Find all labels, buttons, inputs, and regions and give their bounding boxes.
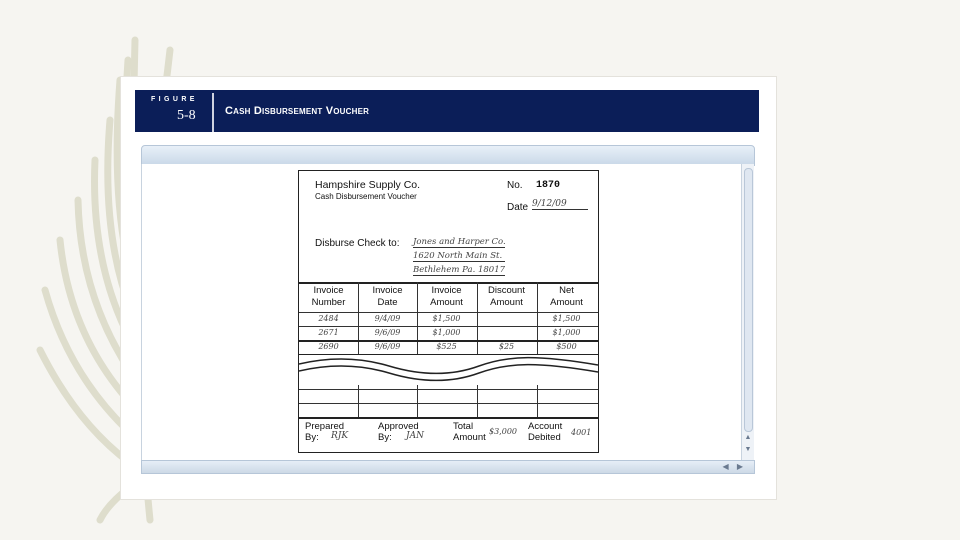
prepared-by-signature: RJK [331,431,349,441]
label-line: Approved [378,421,419,432]
total-amount-label [453,421,486,443]
label-line: By: [305,432,319,443]
table-break-wave [299,355,598,385]
column-header-invoice-number [299,285,358,309]
column-header-invoice-amount [417,285,476,309]
label-line: Debited [528,432,561,443]
header-line: Invoice [372,285,403,296]
company-name: Hampshire Supply Co. [315,179,421,191]
cash-disbursement-voucher [298,170,599,453]
figure-tag: FIGURE [151,96,198,103]
header-line: Amount [490,297,523,308]
account-debited-value: 4001 [571,428,592,437]
voucher-subtitle: Cash Disbursement Voucher [315,192,417,201]
table-top-border [299,282,598,284]
label-line: Account [528,421,563,432]
column-header-discount-amount [477,285,536,309]
voucher-number-label: No. [507,180,523,191]
header-divider [212,93,214,132]
voucher-number: 1870 [536,180,561,191]
cell-invoice-amount: $1,000 [432,328,461,337]
header-line: Invoice [431,285,462,296]
cell-invoice-date: 9/6/09 [374,328,401,337]
vertical-scrollbar[interactable] [741,164,754,460]
label-line: Amount [453,432,486,443]
header-line: Amount [550,297,583,308]
horizontal-scrollbar[interactable] [141,460,755,474]
footer-border [299,417,598,419]
figure-header [135,90,759,132]
approved-by-signature: JAN [406,431,424,441]
scrollbar-thumb[interactable] [744,168,753,432]
label-line: By: [378,432,392,443]
row-divider [299,389,598,390]
figure-title: Cash Disbursement Voucher [225,105,370,117]
viewer-toolbar [141,145,755,166]
cell-invoice-number: 2690 [318,342,339,351]
payee-street: 1620 North Main St. [413,251,505,262]
cell-net-amount: $500 [556,342,577,351]
header-line: Discount [488,285,525,296]
label-line: Prepared [305,421,345,432]
row-divider [299,312,598,313]
scroll-up-icon[interactable]: ▲ [744,434,752,441]
row-divider [299,403,598,404]
total-amount-value: $3,000 [489,427,517,436]
row-divider [299,326,598,327]
cell-invoice-amount: $525 [436,342,457,351]
cell-net-amount: $1,000 [552,328,581,337]
account-debited-label [528,421,562,443]
cell-invoice-date: 9/6/09 [374,342,401,351]
payee-city: Bethlehem Pa. 18017 [413,265,506,275]
cell-invoice-amount: $1,500 [432,314,461,323]
label-line: Total [453,421,474,432]
nav-arrows-icon[interactable]: ◀ ▶ [722,462,746,471]
cell-invoice-date: 9/4/09 [374,314,401,323]
date-label: Date [507,202,529,213]
figure-number: 5-8 [177,108,196,123]
header-line: Net [559,285,574,296]
header-line: Invoice [313,285,344,296]
disburse-label: Disburse Check to: [315,238,400,249]
header-line: Number [311,297,346,308]
payee-name: Jones and Harper Co. [413,237,506,247]
scroll-down-icon[interactable]: ▼ [744,446,752,453]
column-header-invoice-date [358,285,417,309]
header-line: Amount [430,297,463,308]
cell-discount-amount: $25 [498,342,515,351]
cell-invoice-number: 2671 [318,328,339,337]
column-header-net-amount [537,285,596,309]
header-line: Date [377,297,398,308]
cell-net-amount: $1,500 [552,314,581,323]
date-value: 9/12/09 [532,199,588,210]
cell-invoice-number: 2484 [318,314,339,323]
